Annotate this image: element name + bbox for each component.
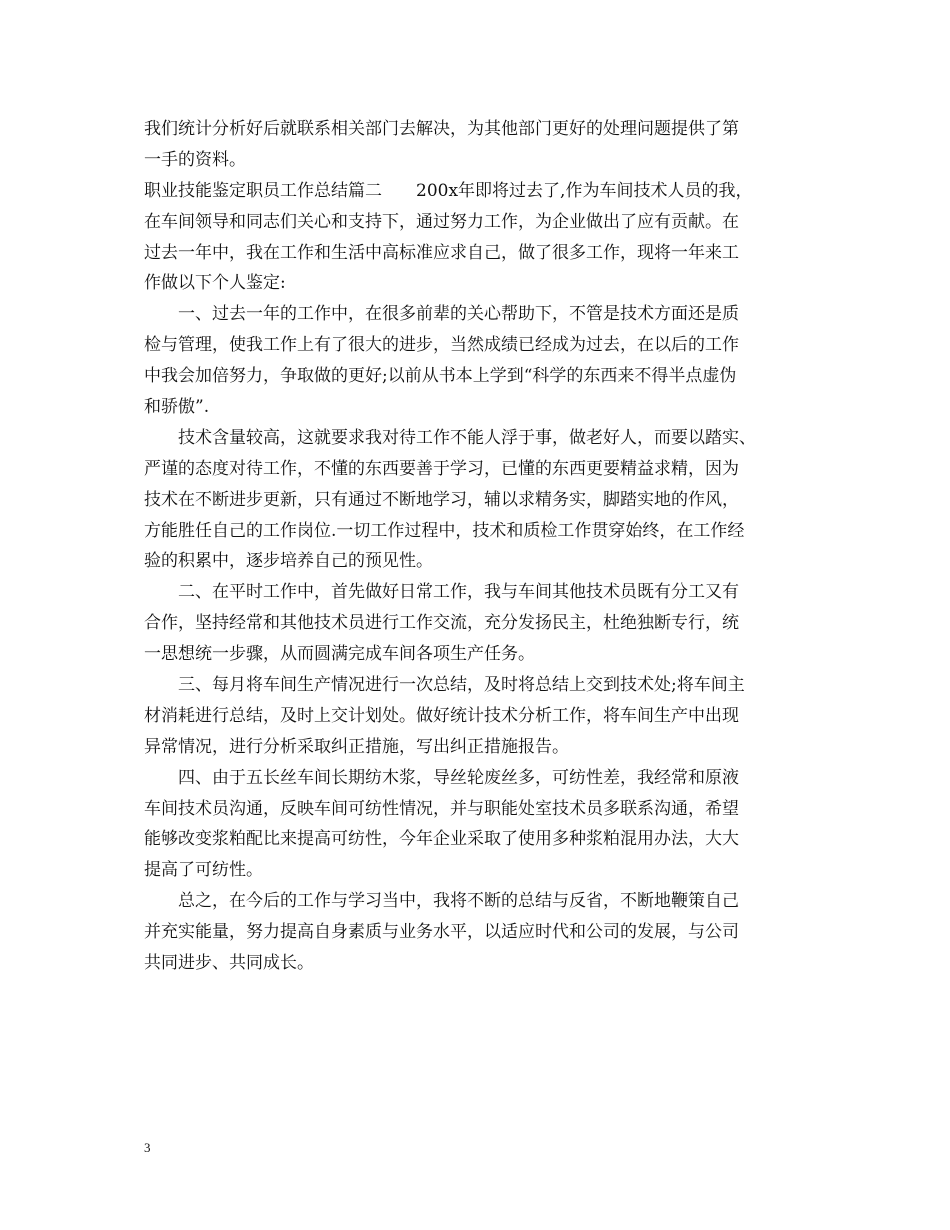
text-line: 技术含量较高，这就要求我对待工作不能人浮于事，做老好人，而要以踏实、 (178, 427, 756, 448)
text-line: 一、过去一年的工作中，在很多前辈的关心帮助下，不管是技术方面还是质 (178, 304, 739, 325)
text-line: 总之，在今后的工作与学习当中，我将不断的总结与反省，不断地鞭策自己 (178, 891, 739, 912)
text-line: 材消耗进行总结，及时上交计划处。做好统计技术分析工作，将车间生产中出现 (144, 705, 739, 726)
text-line: 车间技术员沟通，反映车间可纺性情况，并与职能处室技术员多联系沟通，希望 (144, 798, 739, 819)
text-line: 检与管理，使我工作上有了很大的进步，当然成绩已经成为过去，在以后的工作 (144, 335, 739, 356)
text-line: 能够改变浆粕配比来提高可纺性，今年企业采取了使用多种浆粕混用办法，大大 (144, 829, 739, 850)
text-line: 严谨的态度对待工作，不懂的东西要善于学习，已懂的东西更要精益求精，因为 (144, 458, 739, 479)
text-line: 验的积累中，逐步培养自己的预见性。 (144, 551, 433, 572)
text-line: 异常情况，进行分析采取纠正措施，写出纠正措施报告。 (144, 736, 569, 757)
document-body (144, 114, 820, 979)
text-line: 过去一年中，我在工作和生活中高标准应求自己，做了很多工作，现将一年来工 (144, 242, 739, 263)
text-line: 方能胜任自己的工作岗位.一切工作过程中，技术和质检工作贯穿始终，在工作经 (144, 520, 745, 541)
text-line: 我们统计分析好后就联系相关部门去解决，为其他部门更好的处理问题提供了第 (144, 119, 739, 139)
text-line: 一思想统一步骤，从而圆满完成车间各项生产任务。 (144, 644, 535, 665)
text-line: 共同进步、共同成长。 (144, 953, 314, 974)
text-line: 在车间领导和同志们关心和支持下，通过努力工作，为企业做出了应有贡献。在 (144, 211, 739, 232)
text-line: 作做以下个人鉴定: (144, 273, 286, 294)
text-line: 三、每月将车间生产情况进行一次总结，及时将总结上交到技术处;将车间主 (178, 675, 745, 696)
text-line: 一手的资料。 (144, 149, 246, 170)
text-line: 技术在不断进步更新，只有通过不断地学习，辅以求精务实，脚踏实地的作风， (144, 489, 739, 510)
text-line: 和骄傲”. (144, 397, 210, 418)
text-line: 并充实能量，努力提高自身素质与业务水平，以适应时代和公司的发展，与公司 (144, 922, 739, 943)
text-line: 合作，坚持经常和其他技术员进行工作交流，充分发扬民主，杜绝独断专行，统 (144, 613, 739, 634)
text-line: 中我会加倍努力，争取做的更好;以前从书本上学到“科学的东西来不得半点虚伪 (144, 366, 737, 387)
text-line: 职业技能鉴定职员工作总结篇二 200x年即将过去了,作为车间技术人员的我， (144, 180, 753, 201)
text-line: 四、由于五长丝车间长期纺木浆，导丝轮废丝多，可纺性差，我经常和原液 (178, 767, 739, 788)
text-line: 提高了可纺性。 (144, 860, 263, 881)
text-line: 二、在平时工作中，首先做好日常工作，我与车间其他技术员既有分工又有 (178, 582, 739, 603)
page-number: 3 (144, 1140, 151, 1155)
